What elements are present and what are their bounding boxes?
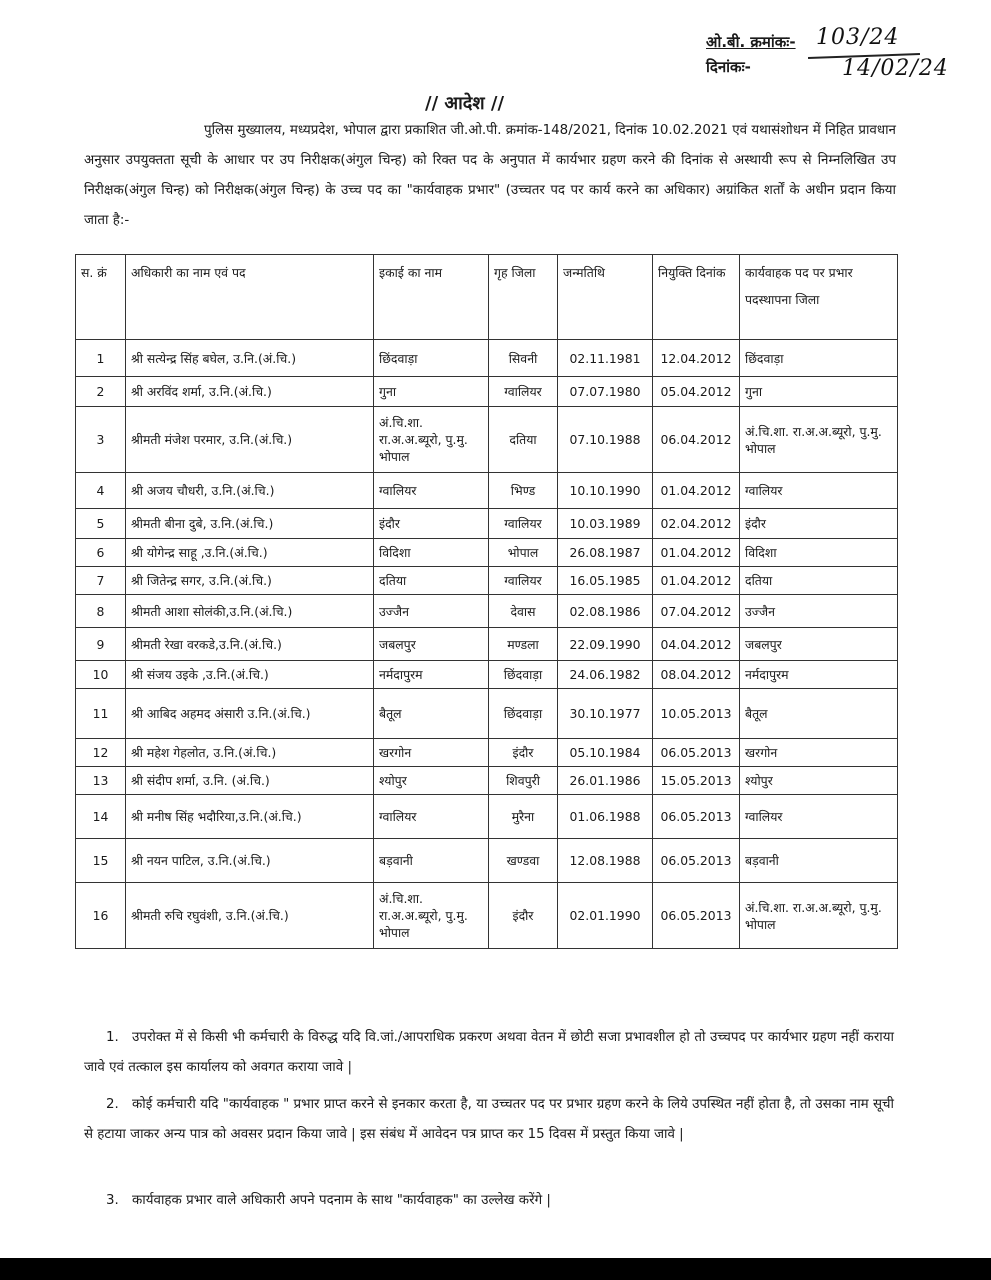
home-district-cell: ग्वालियर: [489, 567, 558, 595]
posting-district-cell: उज्जैन: [740, 595, 898, 628]
unit-cell: ग्वालियर: [374, 473, 489, 509]
unit-cell: दतिया: [374, 567, 489, 595]
posting-district-cell: जबलपुर: [740, 628, 898, 661]
appointment-date-cell: 06.05.2013: [653, 795, 740, 839]
intro-paragraph: [84, 116, 896, 236]
serial-cell: 13: [76, 767, 126, 795]
appointment-date-cell: 06.05.2013: [653, 883, 740, 949]
unit-cell: खरगोन: [374, 739, 489, 767]
table-row: [76, 377, 898, 407]
table-row: [76, 661, 898, 689]
posting-district-cell: दतिया: [740, 567, 898, 595]
appointment-date-cell: 02.04.2012: [653, 509, 740, 539]
dob-cell: 07.10.1988: [558, 407, 653, 473]
appointment-date-cell: 08.04.2012: [653, 661, 740, 689]
table-row: [76, 628, 898, 661]
home-district-cell: देवास: [489, 595, 558, 628]
serial-cell: 7: [76, 567, 126, 595]
appointment-date-cell: 01.04.2012: [653, 567, 740, 595]
condition-text: कार्यवाहक प्रभार वाले अधिकारी अपने पदनाम के साथ "कार्यवाहक" का उल्लेख करेंगे |: [132, 1193, 551, 1208]
dob-cell: 07.07.1980: [558, 377, 653, 407]
unit-cell: जबलपुर: [374, 628, 489, 661]
table-row: [76, 795, 898, 839]
dob-cell: 05.10.1984: [558, 739, 653, 767]
home-district-cell: छिंदवाड़ा: [489, 689, 558, 739]
col-header-unit: इकाई का नाम: [374, 255, 489, 340]
officer-name-cell: श्री संदीप शर्मा, उ.नि. (अं.चि.): [126, 767, 374, 795]
date-label: दिनांकः-: [706, 58, 751, 76]
dob-cell: 10.03.1989: [558, 509, 653, 539]
table-row: [76, 509, 898, 539]
dob-cell: 02.01.1990: [558, 883, 653, 949]
table-row: [76, 473, 898, 509]
home-district-cell: मण्डला: [489, 628, 558, 661]
dob-cell: 12.08.1988: [558, 839, 653, 883]
condition-text: कोई कर्मचारी यदि "कार्यवाहक " प्रभार प्राप्त करने से इनकार करता है, या उच्चतर पद पर प्रभार ग्रहण करने के लिये उपस्थित नहीं होता है, तो उसका नाम सूची से हटाया जाकर अन्य पात्र को अवसर प्रदान किया जावे | इस संबंध में आवेदन पत्र प्राप्त कर 15 दिवस में प्रस्तुत किया जावे |: [84, 1097, 894, 1142]
officer-name-cell: श्री आबिद अहमद अंसारी उ.नि.(अं.चि.): [126, 689, 374, 739]
home-district-cell: इंदौर: [489, 739, 558, 767]
col-header-name: अधिकारी का नाम एवं पद: [126, 255, 374, 340]
appointment-date-cell: 05.04.2012: [653, 377, 740, 407]
intro-text: पुलिस मुख्यालय, मध्यप्रदेश, भोपाल द्वारा प्रकाशित जी.ओ.पी. क्रमांक-148/2021, दिनांक 10.02.2021 एवं यथासंशोधन में निहित प्रावधान अनुसार उपयुक्तता सूची के आधार पर उप निरीक्षक(अंगुल चिन्ह) को रिक्त पद के अनुपात में कार्यभार ग्रहण करने की दिनांक से अस्थायी रूप से निम्नलिखित उप निरीक्षक(अंगुल चिन्ह) को निरीक्षक(अंगुल चिन्ह) के उच्च पद का "कार्यवाहक प्रभार" (उच्चतर पद पर कार्य करने का अधिकार) अग्रांकित शर्तों के अधीन प्रदान किया जाता है:-: [84, 123, 896, 228]
col-header-dob: जन्मतिथि: [558, 255, 653, 340]
col-header-serial: स. क्रं: [76, 255, 126, 340]
officer-name-cell: श्री नयन पाटिल, उ.नि.(अं.चि.): [126, 839, 374, 883]
order-title: // आदेश //: [425, 93, 505, 114]
table-row: [76, 340, 898, 377]
serial-cell: 8: [76, 595, 126, 628]
table-header-row: [76, 255, 898, 340]
table-row: [76, 767, 898, 795]
dob-cell: 26.08.1987: [558, 539, 653, 567]
serial-cell: 1: [76, 340, 126, 377]
col-header-home-district: गृह जिला: [489, 255, 558, 340]
table-row: [76, 689, 898, 739]
unit-cell: उज्जैन: [374, 595, 489, 628]
officer-name-cell: श्री योगेन्द्र साहू ,उ.नि.(अं.चि.): [126, 539, 374, 567]
dob-cell: 30.10.1977: [558, 689, 653, 739]
serial-cell: 5: [76, 509, 126, 539]
table-row: [76, 883, 898, 949]
home-district-cell: दतिया: [489, 407, 558, 473]
appointment-date-cell: 06.05.2013: [653, 739, 740, 767]
posting-district-cell: बैतूल: [740, 689, 898, 739]
appointment-date-cell: 15.05.2013: [653, 767, 740, 795]
unit-cell: इंदौर: [374, 509, 489, 539]
serial-cell: 11: [76, 689, 126, 739]
posting-district-cell: नर्मदापुरम: [740, 661, 898, 689]
posting-district-cell: गुना: [740, 377, 898, 407]
home-district-cell: मुरैना: [489, 795, 558, 839]
officer-name-cell: श्री अरविंद शर्मा, उ.नि.(अं.चि.): [126, 377, 374, 407]
serial-cell: 10: [76, 661, 126, 689]
dob-cell: 22.09.1990: [558, 628, 653, 661]
screen-bottom-bar: [0, 1258, 991, 1280]
table-row: [76, 539, 898, 567]
officer-name-cell: श्री महेश गेहलोत, उ.नि.(अं.चि.): [126, 739, 374, 767]
unit-cell: ग्वालियर: [374, 795, 489, 839]
table-row: [76, 567, 898, 595]
dob-cell: 02.11.1981: [558, 340, 653, 377]
officer-name-cell: श्रीमती रेखा वरकडे,उ.नि.(अं.चि.): [126, 628, 374, 661]
officer-name-cell: श्रीमती मंजेश परमार, उ.नि.(अं.चि.): [126, 407, 374, 473]
officer-name-cell: श्रीमती बीना दुबे, उ.नि.(अं.चि.): [126, 509, 374, 539]
unit-cell: अं.चि.शा. रा.अ.अ.ब्यूरो, पु.मु. भोपाल: [374, 883, 489, 949]
posting-district-cell: अं.चि.शा. रा.अ.अ.ब्यूरो, पु.मु. भोपाल: [740, 407, 898, 473]
appointment-date-cell: 06.04.2012: [653, 407, 740, 473]
posting-district-cell: अं.चि.शा. रा.अ.अ.ब्यूरो, पु.मु. भोपाल: [740, 883, 898, 949]
appointment-date-cell: 10.05.2013: [653, 689, 740, 739]
officer-name-cell: श्री जितेन्द्र सगर, उ.नि.(अं.चि.): [126, 567, 374, 595]
serial-cell: 6: [76, 539, 126, 567]
posting-district-cell: बड़वानी: [740, 839, 898, 883]
home-district-cell: सिवनी: [489, 340, 558, 377]
dob-cell: 16.05.1985: [558, 567, 653, 595]
serial-cell: 12: [76, 739, 126, 767]
serial-cell: 2: [76, 377, 126, 407]
condition-1: [84, 1023, 894, 1083]
appointment-date-cell: 07.04.2012: [653, 595, 740, 628]
condition-number: 1.: [106, 1030, 119, 1045]
table-row: [76, 595, 898, 628]
officer-name-cell: श्रीमती रुचि रघुवंशी, उ.नि.(अं.चि.): [126, 883, 374, 949]
condition-2: [84, 1090, 894, 1150]
table-row: [76, 839, 898, 883]
serial-cell: 9: [76, 628, 126, 661]
dob-cell: 26.01.1986: [558, 767, 653, 795]
col-header-appointment-date: नियुक्ति दिनांक: [653, 255, 740, 340]
serial-cell: 4: [76, 473, 126, 509]
unit-cell: गुना: [374, 377, 489, 407]
col-header-posting-district: कार्यवाहक पद पर प्रभार पदस्थापना जिला: [740, 255, 898, 340]
dob-cell: 01.06.1988: [558, 795, 653, 839]
appointment-date-cell: 01.04.2012: [653, 473, 740, 509]
condition-text: उपरोक्त में से किसी भी कर्मचारी के विरुद्ध यदि वि.जां./आपराधिक प्रकरण अथवा वेतन में छोटी सजा प्रभावशील हो तो उच्चपद पर कार्यभार ग्रहण नहीं कराया जावे एवं तत्काल इस कार्यालय को अवगत कराया जावे |: [84, 1030, 894, 1075]
appointment-date-cell: 04.04.2012: [653, 628, 740, 661]
home-district-cell: भोपाल: [489, 539, 558, 567]
officer-name-cell: श्री अजय चौधरी, उ.नि.(अं.चि.): [126, 473, 374, 509]
condition-number: 2.: [106, 1097, 119, 1112]
appointment-date-cell: 06.05.2013: [653, 839, 740, 883]
date-handwritten: 14/02/24: [842, 56, 949, 81]
officer-name-cell: श्रीमती आशा सोलंकी,उ.नि.(अं.चि.): [126, 595, 374, 628]
condition-number: 3.: [106, 1193, 119, 1208]
serial-cell: 3: [76, 407, 126, 473]
officers-table: [75, 254, 898, 949]
home-district-cell: खण्डवा: [489, 839, 558, 883]
unit-cell: नर्मदापुरम: [374, 661, 489, 689]
table-row: [76, 407, 898, 473]
posting-district-cell: श्योपुर: [740, 767, 898, 795]
condition-3: [84, 1186, 894, 1216]
unit-cell: अं.चि.शा. रा.अ.अ.ब्यूरो, पु.मु. भोपाल: [374, 407, 489, 473]
unit-cell: विदिशा: [374, 539, 489, 567]
ob-number-label: ओ.बी. क्रमांकः-: [706, 33, 796, 51]
unit-cell: बड़वानी: [374, 839, 489, 883]
home-district-cell: छिंदवाड़ा: [489, 661, 558, 689]
dob-cell: 10.10.1990: [558, 473, 653, 509]
serial-cell: 15: [76, 839, 126, 883]
posting-district-cell: छिंदवाड़ा: [740, 340, 898, 377]
dob-cell: 02.08.1986: [558, 595, 653, 628]
home-district-cell: ग्वालियर: [489, 509, 558, 539]
posting-district-cell: इंदौर: [740, 509, 898, 539]
serial-cell: 16: [76, 883, 126, 949]
unit-cell: श्योपुर: [374, 767, 489, 795]
home-district-cell: इंदौर: [489, 883, 558, 949]
posting-district-cell: ग्वालियर: [740, 795, 898, 839]
home-district-cell: शिवपुरी: [489, 767, 558, 795]
posting-district-cell: खरगोन: [740, 739, 898, 767]
table-row: [76, 739, 898, 767]
posting-district-cell: ग्वालियर: [740, 473, 898, 509]
officer-name-cell: श्री सत्येन्द्र सिंह बघेल, उ.नि.(अं.चि.): [126, 340, 374, 377]
home-district-cell: ग्वालियर: [489, 377, 558, 407]
appointment-date-cell: 01.04.2012: [653, 539, 740, 567]
appointment-date-cell: 12.04.2012: [653, 340, 740, 377]
unit-cell: बैतूल: [374, 689, 489, 739]
dob-cell: 24.06.1982: [558, 661, 653, 689]
serial-cell: 14: [76, 795, 126, 839]
ob-number-handwritten: 103/24: [816, 25, 900, 50]
officer-name-cell: श्री संजय उइके ,उ.नि.(अं.चि.): [126, 661, 374, 689]
posting-district-cell: विदिशा: [740, 539, 898, 567]
unit-cell: छिंदवाड़ा: [374, 340, 489, 377]
home-district-cell: भिण्ड: [489, 473, 558, 509]
officer-name-cell: श्री मनीष सिंह भदौरिया,उ.नि.(अं.चि.): [126, 795, 374, 839]
